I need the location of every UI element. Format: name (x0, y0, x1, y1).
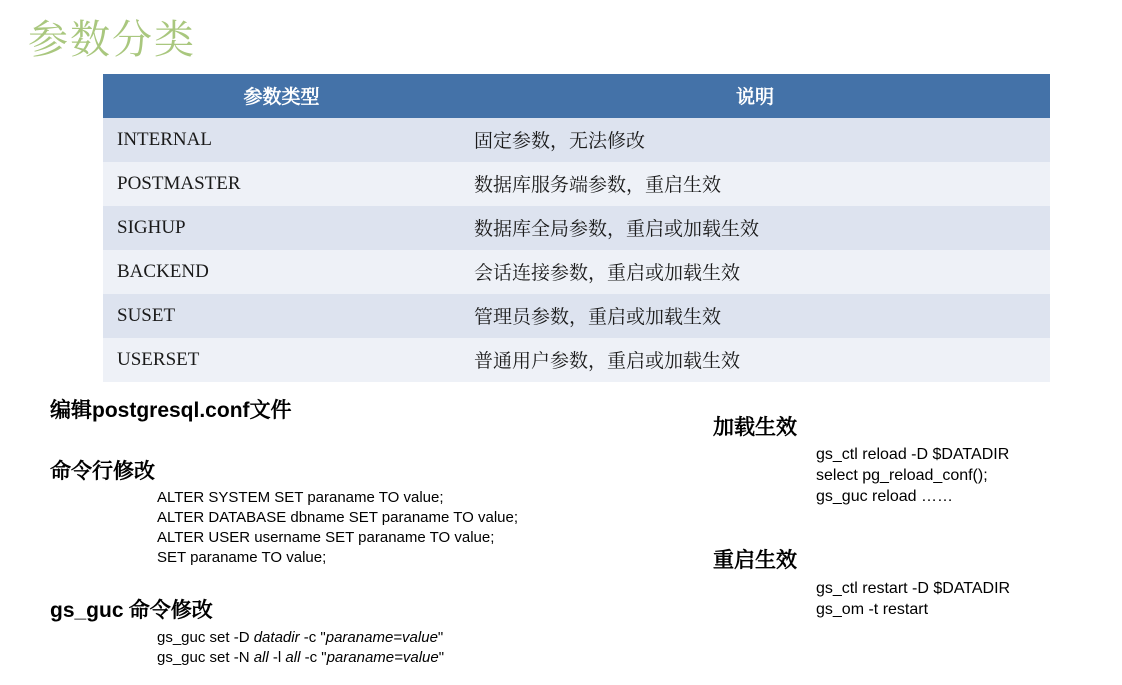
code-part: gs_guc set -N (157, 649, 254, 666)
cell-param-type: INTERNAL (103, 118, 460, 162)
restart-code-block (816, 578, 1010, 620)
cell-description: 固定参数，无法修改 (460, 118, 1050, 162)
column-header-param-type: 参数类型 (103, 74, 460, 118)
code-line: ALTER USER username SET paraname TO value; (157, 529, 495, 546)
edit-conf-filename: postgresql.conf (92, 399, 250, 422)
column-header-description: 说明 (460, 74, 1050, 118)
table-row (103, 118, 1050, 162)
code-part: -c " (300, 649, 327, 666)
code-line: SET paraname TO value; (157, 549, 327, 566)
edit-conf-heading (50, 394, 292, 424)
code-line (157, 648, 444, 668)
cell-description: 会话连接参数，重启或加载生效 (460, 250, 1050, 294)
code-part: " (438, 649, 445, 666)
gsguc-heading (50, 594, 213, 624)
code-line: ALTER DATABASE dbname SET paraname TO value; (157, 509, 519, 526)
cell-param-type: SUSET (103, 294, 460, 338)
code-line: gs_ctl restart -D $DATADIR (816, 580, 1011, 597)
table-header-row (103, 74, 1050, 118)
parameter-classification-table (103, 74, 1050, 382)
code-part: gs_guc set -D (157, 629, 254, 646)
cell-param-type: USERSET (103, 338, 460, 382)
cell-param-type: POSTMASTER (103, 162, 460, 206)
code-part-italic: paraname=value (326, 649, 439, 666)
reload-heading: 加载生效 (713, 415, 797, 439)
reload-code-block (816, 444, 1009, 507)
code-part-italic: all (285, 649, 301, 666)
edit-conf-suffix: 文件 (249, 398, 292, 422)
cell-description: 管理员参数，重启或加载生效 (460, 294, 1050, 338)
gsguc-code-block (157, 628, 444, 668)
code-line: ALTER SYSTEM SET paraname TO value; (157, 489, 444, 506)
code-line (157, 628, 444, 648)
table-row (103, 294, 1050, 338)
code-part: -l (268, 649, 286, 666)
cmdline-heading: 命令行修改 (50, 459, 155, 483)
code-line: select pg_reload_conf(); (816, 467, 988, 484)
page-title: 参数分类 (28, 17, 196, 62)
code-line: gs_ctl reload -D $DATADIR (816, 446, 1010, 463)
edit-conf-prefix: 编辑 (50, 398, 92, 422)
table-row (103, 338, 1050, 382)
gsguc-heading-text: 命令修改 (123, 598, 213, 622)
code-part: " (437, 629, 444, 646)
cell-description: 数据库全局参数，重启或加载生效 (460, 206, 1050, 250)
gsguc-command-name: gs_guc (50, 599, 124, 622)
table-row (103, 162, 1050, 206)
code-line: gs_guc reload …… (816, 488, 953, 505)
cell-description: 数据库服务端参数，重启生效 (460, 162, 1050, 206)
code-part-italic: paraname=value (325, 629, 438, 646)
code-part: -c " (299, 629, 326, 646)
code-part-italic: datadir (253, 629, 300, 646)
cmdline-code-block (157, 488, 518, 568)
cell-description: 普通用户参数，重启或加载生效 (460, 338, 1050, 382)
table-row (103, 206, 1050, 250)
restart-heading: 重启生效 (713, 548, 797, 572)
code-line: gs_om -t restart (816, 601, 929, 618)
cell-param-type: SIGHUP (103, 206, 460, 250)
table-row (103, 250, 1050, 294)
cell-param-type: BACKEND (103, 250, 460, 294)
code-part-italic: all (253, 649, 269, 666)
